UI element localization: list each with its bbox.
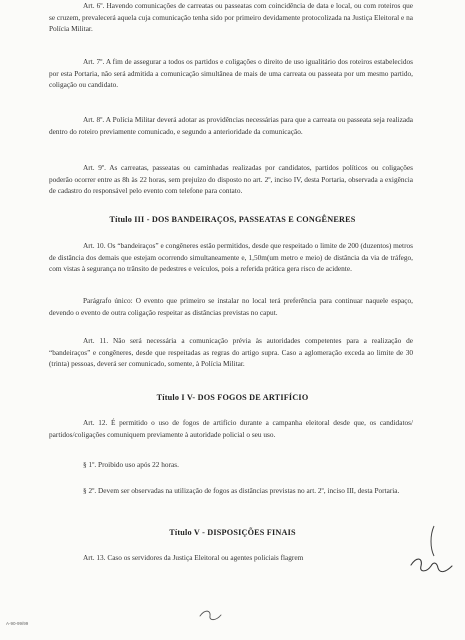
article-12-paragraph-1: § 1º. Proibido uso após 22 horas. bbox=[83, 460, 179, 469]
article-12: Art. 12. É permitido o uso de fogos de artifício durante a campanha eleitoral desde que, os candidatos/ partidos/coligações comuniquem previamente à autoridade policial o seu uso. bbox=[49, 418, 413, 439]
title-3-heading: Título III - DOS BANDEIRAÇOS, PASSEATAS E CONGÊNERES bbox=[109, 215, 356, 224]
margin-bracket bbox=[431, 526, 434, 556]
article-10: Art. 10. Os “bandeiraços” e congêneres estão permitidos, desde que respeitado o limite de 200 (duzentos) metros de distância dos demais que estejam ocorrendo simultaneamente e, 1,50m(um metro e meio) de distância da via de tráfego, com vistas à segurança no trânsito de pedestres e veículos, pois a referida prática gera risco de acidente. bbox=[49, 241, 413, 274]
page-bottom-initials bbox=[200, 611, 221, 620]
article-6: Art. 6º. Havendo comunicações de carreatas ou passeatas com coincidência de data e local, ou com roteiros que se cruzem, prevalecerá aquela cuja comunicação tenha sido por primeiro devidamente protocolizada na Justiça Eleitoral e na Polícia Militar. bbox=[49, 1, 413, 34]
article-11: Art. 11. Não será necessária a comunicação prévia às autoridades competentes para a realização de “bandeiraços” e congêneres, desde que respeitadas as regras do artigo supra. Caso a aglomeração exceda ao limite de 30 (trinta) pessoas, deverá ser comunicado, somente, à Polícia Militar. bbox=[49, 336, 413, 369]
article-13: Art. 13. Caso os servidores da Justiça Eleitoral ou agentes policiais flagrem bbox=[83, 553, 304, 562]
title-5-heading: Título V - DISPOSIÇÕES FINAIS bbox=[169, 528, 296, 537]
article-12-paragraph-2: § 2º. Devem ser observadas na utilização de fogos as distâncias previstas no art. 2º, inciso III, desta Portaria. bbox=[83, 486, 400, 495]
title-4-heading: Título I V- DOS FOGOS DE ARTIFÍCIO bbox=[156, 393, 309, 402]
article-7: Art. 7º. A fim de assegurar a todos os partidos e coligações o direito de uso igualitário dos roteiros estabelecidos por esta Portaria, não será admitida a comunicação simultânea de mais de uma carreata ou passeata por um mesmo partido, coligação ou candidato. bbox=[49, 57, 413, 90]
article-9: Art. 9º. As carreatas, passeatas ou caminhadas realizadas por candidatos, partidos políticos ou coligações poderão ocorrer entre as 8h às 22 horas, sem prejuízo do disposto no art. 2º, inciso IV, desta Portaria, observada a exigência de cadastro do responsável pelo evento com telefone para contato. bbox=[49, 163, 413, 196]
document-code: A-90-99/99 bbox=[6, 621, 29, 626]
handwritten-initials bbox=[411, 559, 452, 572]
article-10-sole-paragraph: Parágrafo único: O evento que primeiro se instalar no local terá preferência para continuar naquele espaço, devendo o evento de outra coligação respeitar as distâncias previstas no caput. bbox=[49, 296, 413, 317]
article-8: Art. 8º. A Polícia Militar deverá adotar as providências necessárias para que a carreata ou passeata seja realizada dentro do roteiro previamente comunicado, e segundo a anterioridade da comunicação. bbox=[49, 115, 413, 136]
